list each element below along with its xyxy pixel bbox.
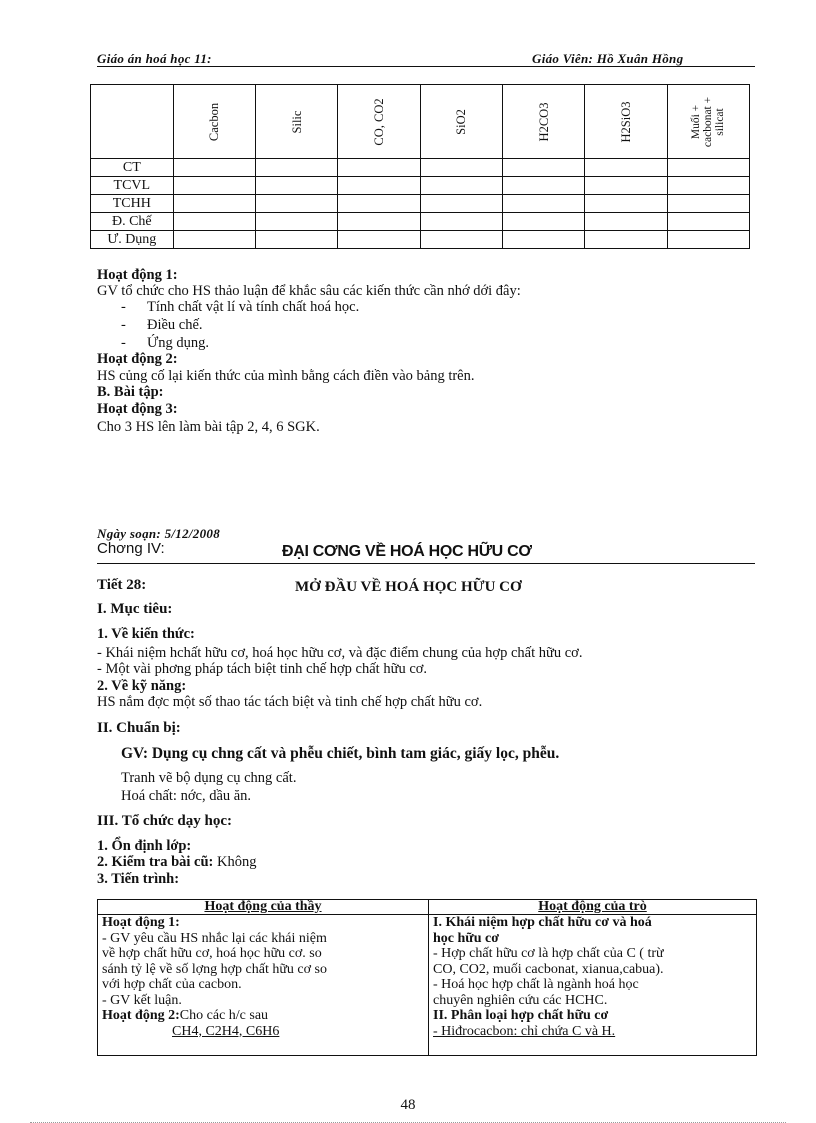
student-column-header: Hoạt động của trò — [429, 900, 757, 915]
corner-cell — [91, 85, 174, 159]
lesson-title: MỞ ĐẦU VỀ HOÁ HỌC HỮU CƠ — [295, 579, 522, 595]
list-item: - Điều chế. — [121, 317, 203, 333]
knowledge-item: - Khái niệm hchất hữu cơ, hoá học hữu cơ, và đặc điểm chung của hợp chất hữu cơ. — [97, 645, 583, 661]
table-row: Ư. Dụng — [91, 231, 750, 249]
prep-title: II. Chuẩn bị: — [97, 720, 181, 736]
col-h2co3: H2CO3 — [502, 85, 584, 159]
step-1: 1. Ổn định lớp: — [97, 838, 192, 854]
col-cacbon: Cacbon — [173, 85, 255, 159]
prep-item: Tranh vẽ bộ dụng cụ chng cất. — [121, 770, 297, 786]
exercise-title: B. Bài tập: — [97, 384, 164, 400]
page-number: 48 — [400, 1097, 416, 1113]
step-3: 3. Tiến trình: — [97, 871, 180, 887]
summary-table — [90, 84, 750, 249]
teacher-cell: Hoạt động 1: - GV yêu cầu HS nhắc lại các khái niệm về hợp chất hữu cơ, hoá học hữu cơ. so sánh tỷ lệ về số lợng hợp chất hữu cơ so với hợp chất của cacbon. - GV kết luận. Hoạt động 2:Cho các h/c sau CH4, C2H4, C6H6 — [98, 915, 429, 1056]
period-label: Tiết 28: — [97, 577, 147, 593]
list-item: - Ứng dụng. — [121, 335, 210, 351]
chapter-title: ĐẠI CƠNG VỀ HOÁ HỌC HỮU CƠ — [282, 543, 532, 560]
chapter-label: Chơng IV: — [97, 540, 165, 557]
activity-2-title: Hoạt động 2: — [97, 351, 178, 367]
prep-gv: GV: Dụng cụ chng cất và phễu chiết, bình tam giác, giấy lọc, phễu. — [121, 745, 560, 762]
activity-1-title: Hoạt động 1: — [97, 267, 178, 283]
knowledge-item: - Một vài phơng pháp tách biệt tinh chế hợp chất hữu cơ. — [97, 661, 428, 677]
header-rule — [97, 66, 755, 67]
step-2: 2. Kiểm tra bài cũ: Không — [97, 854, 257, 870]
knowledge-title: 1. Về kiến thức: — [97, 626, 195, 642]
activity-2-text: HS củng cố lại kiến thức của mình bằng cách điền vào bảng trên. — [97, 368, 475, 384]
col-co: CO, CO2 — [338, 85, 420, 159]
table-row: TCVL — [91, 177, 750, 195]
organization-title: III. Tổ chức dạy học: — [97, 813, 232, 829]
table-row: TCHH — [91, 195, 750, 213]
activity-3-text: Cho 3 HS lên làm bài tập 2, 4, 6 SGK. — [97, 419, 320, 435]
student-cell: I. Khái niệm hợp chất hữu cơ và hoá học hữu cơ - Hợp chất hữu cơ là hợp chất của C ( trừ CO, CO2, muối cacbonat, xianua,cabua). - Hoá học hợp chất là ngành hoá học chuyên nghiên cứu các HCHC. II. Phân loại hợp chất hữu cơ - Hiđrocacbon: chỉ chứa C và H. — [429, 915, 757, 1056]
objectives-title: I. Mục tiêu: — [97, 601, 173, 617]
activity-1-text: GV tổ chức cho HS thảo luận để khắc sâu các kiến thức cần nhớ dới đây: — [97, 283, 521, 299]
prep-item: Hoá chất: nớc, dầu ăn. — [121, 788, 252, 804]
header-right: Giáo Viên: Hồ Xuân Hồng — [532, 51, 684, 66]
col-sio2: SiO2 — [420, 85, 502, 159]
chapter-rule — [97, 563, 755, 564]
date-prepared: Ngày soạn: 5/12/2008 — [97, 526, 220, 541]
table-row: Đ. Chế — [91, 213, 750, 231]
activity-table — [97, 899, 757, 1056]
col-h2sio3: H2SiO3 — [585, 85, 667, 159]
activity-3-title: Hoạt động 3: — [97, 401, 178, 417]
teacher-column-header: Hoạt động của thầy — [98, 900, 429, 915]
col-silic: Silic — [255, 85, 337, 159]
table-row: CT — [91, 159, 750, 177]
skills-text: HS nắm đợc một số thao tác tách biệt và tinh chế hợp chất hữu cơ. — [97, 694, 483, 710]
skills-title: 2. Về kỹ năng: — [97, 678, 187, 694]
col-muoi: Muối + cacbonat + silicat — [667, 85, 749, 159]
list-item: - Tính chất vật lí và tính chất hoá học. — [121, 299, 360, 315]
header-left: Giáo án hoá học 11: — [97, 51, 212, 66]
